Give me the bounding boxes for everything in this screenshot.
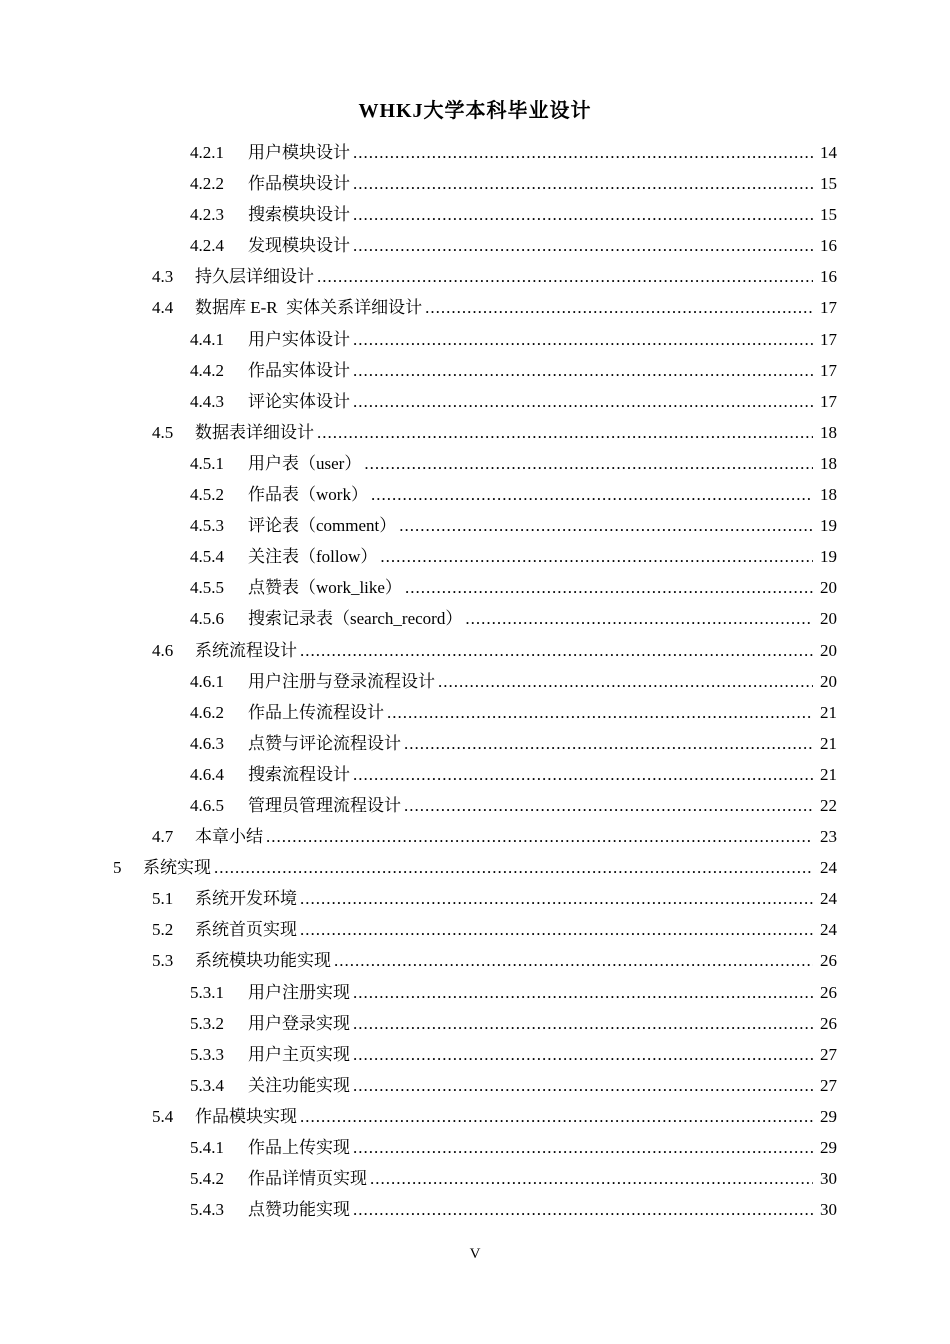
toc-entry-number: 5.3.3 [190, 1044, 224, 1064]
toc-entry-title: 关注功能实现 [248, 1075, 350, 1095]
toc-entry-number: 4.5.4 [190, 547, 224, 567]
toc-dot-leader [353, 977, 813, 1008]
toc-dot-leader [317, 417, 813, 448]
toc-entry-page: 16 [820, 267, 837, 287]
toc-entry-page: 27 [820, 1075, 837, 1095]
toc-dot-leader [465, 603, 813, 634]
toc-dot-leader [353, 1132, 813, 1163]
toc-dot-leader [404, 790, 813, 821]
toc-dot-leader [399, 510, 813, 541]
toc-entry-page: 20 [820, 578, 837, 598]
toc-entry[interactable] [0, 199, 950, 230]
toc-entry[interactable] [0, 977, 950, 1008]
toc-entry-title: 用户模块设计 [248, 143, 350, 162]
toc-entry-page: 30 [820, 1200, 837, 1220]
toc-entry-page: 20 [820, 609, 837, 629]
toc-dot-leader [387, 697, 813, 728]
toc-entry-title: 作品上传流程设计 [248, 702, 384, 722]
toc-entry-page: 15 [820, 205, 837, 225]
toc-entry-title: 发现模块设计 [248, 236, 350, 256]
toc-entry-page: 20 [820, 671, 837, 691]
toc-entry-title: 系统流程设计 [195, 640, 297, 660]
toc-entry-page: 17 [820, 360, 837, 380]
toc-entry[interactable] [0, 790, 950, 821]
toc-entry-number: 5.3.2 [190, 1013, 224, 1033]
toc-entry[interactable] [0, 355, 950, 386]
toc-entry-title: 用户注册与登录流程设计 [248, 671, 435, 691]
toc-dot-leader [353, 1039, 813, 1070]
toc-entry-page: 29 [820, 1138, 837, 1157]
toc-dot-leader [380, 541, 813, 572]
toc-entry[interactable] [0, 261, 950, 292]
toc-dot-leader [353, 230, 813, 261]
toc-entry-page: 26 [820, 1013, 837, 1033]
toc-entry-title: 评论实体设计 [248, 391, 350, 411]
toc-entry[interactable] [0, 759, 950, 790]
toc-entry[interactable] [0, 541, 950, 572]
toc-entry-page: 21 [820, 702, 837, 722]
toc-entry-page: 26 [820, 951, 837, 971]
toc-entry-page: 29 [820, 1106, 837, 1126]
toc-entry-number: 4.5.2 [190, 485, 224, 505]
toc-entry[interactable] [0, 168, 950, 199]
toc-entry-number: 4.5.6 [190, 609, 224, 629]
toc-entry-title: 本章小结 [195, 827, 263, 847]
toc-entry-title: 搜索流程设计 [248, 764, 350, 784]
toc-entry-title: 用户表（user） [248, 453, 362, 473]
toc-entry-title: 点赞表（work_like） [248, 578, 402, 598]
toc-dot-leader [334, 945, 813, 976]
toc-dot-leader [353, 355, 813, 386]
toc-entry[interactable] [0, 386, 950, 417]
toc-entry-number: 4.2.2 [190, 174, 224, 194]
toc-entry-title: 搜索模块设计 [248, 205, 350, 225]
toc-entry-number: 5.3.4 [190, 1075, 224, 1095]
toc-dot-leader [353, 1194, 813, 1225]
toc-entry[interactable] [0, 852, 950, 883]
toc-dot-leader [405, 572, 813, 603]
toc-entry-title: 数据库 E-R 实体关系详细设计 [195, 298, 423, 318]
toc-entry-title: 作品详情页实现 [248, 1169, 367, 1189]
toc-entry-page: 18 [820, 485, 837, 505]
toc-entry[interactable] [0, 1163, 950, 1194]
toc-entry[interactable] [0, 728, 950, 759]
toc-entry-page: 23 [820, 827, 837, 847]
toc-entry-number: 4.6.1 [190, 671, 224, 691]
toc-entry-title: 系统模块功能实现 [195, 951, 331, 971]
toc-entry-page: 17 [820, 298, 837, 318]
toc-dot-leader [353, 137, 813, 168]
toc-entry-page: 21 [820, 764, 837, 784]
toc-dot-leader [353, 168, 813, 199]
toc-entry-number: 5.2 [152, 920, 174, 940]
toc-entry-number: 4.5.5 [190, 578, 224, 598]
toc-entry-number: 4.4 [152, 298, 174, 318]
toc-entry-number: 4.4.1 [190, 329, 224, 349]
toc-entry-page: 22 [820, 795, 837, 815]
toc-entry[interactable] [0, 479, 950, 510]
toc-entry-number: 4.4.3 [190, 391, 224, 411]
toc-entry-title: 作品模块设计 [248, 174, 350, 194]
toc-entry-title: 关注表（follow） [248, 547, 378, 567]
toc-entry-title: 系统实现 [143, 858, 211, 878]
toc-entry-number: 4.7 [152, 827, 174, 847]
toc-dot-leader [425, 292, 813, 323]
toc-entry-page: 21 [820, 733, 837, 753]
toc-entry-title: 持久层详细设计 [195, 267, 314, 287]
toc-dot-leader [353, 199, 813, 230]
toc-entry[interactable] [0, 137, 950, 168]
toc-entry-page: 18 [820, 453, 837, 473]
toc-entry-number: 4.6 [152, 640, 174, 660]
table-of-contents [0, 137, 950, 1225]
toc-dot-leader [300, 883, 813, 914]
toc-entry-page: 18 [820, 422, 837, 442]
toc-entry-title: 管理员管理流程设计 [248, 795, 401, 815]
toc-entry[interactable] [0, 697, 950, 728]
toc-entry-page: 24 [820, 889, 837, 909]
page-number: V [469, 1246, 481, 1262]
toc-entry-title: 系统开发环境 [195, 889, 297, 909]
toc-dot-leader [404, 728, 813, 759]
toc-entry[interactable] [0, 666, 950, 697]
toc-entry-page: 16 [820, 236, 837, 256]
toc-entry-number: 4.3 [152, 267, 174, 287]
toc-entry-title: 作品实体设计 [248, 360, 350, 380]
toc-entry-number: 5.4.2 [190, 1169, 224, 1189]
toc-entry[interactable] [0, 635, 950, 666]
toc-dot-leader [370, 1163, 813, 1194]
toc-entry-number: 4.2.4 [190, 236, 224, 256]
toc-entry-title: 评论表（comment） [248, 516, 397, 536]
toc-entry[interactable] [0, 1194, 950, 1225]
toc-entry-page: 17 [820, 329, 837, 349]
toc-entry[interactable] [0, 292, 950, 323]
toc-dot-leader [353, 324, 813, 355]
toc-entry-title: 用户实体设计 [248, 329, 350, 349]
toc-entry-number: 5.3.1 [190, 982, 224, 1002]
toc-entry[interactable] [0, 1101, 950, 1132]
toc-entry-number: 5.4.1 [190, 1138, 224, 1157]
toc-dot-leader [300, 914, 813, 945]
toc-entry-title: 系统首页实现 [195, 920, 297, 940]
toc-entry-number: 4.5.3 [190, 516, 224, 536]
toc-entry-number: 4.6.3 [190, 733, 224, 753]
toc-entry-page: 20 [820, 640, 837, 660]
toc-entry[interactable] [0, 821, 950, 852]
toc-entry[interactable] [0, 572, 950, 603]
toc-entry[interactable] [0, 1008, 950, 1039]
toc-dot-leader [353, 1008, 813, 1039]
toc-entry-page: 24 [820, 920, 837, 940]
toc-dot-leader [438, 666, 813, 697]
toc-entry-title: 搜索记录表（search_record） [248, 609, 463, 629]
toc-entry[interactable] [0, 230, 950, 261]
page-header-title: WHKJ大学本科毕业设计 [358, 100, 592, 122]
toc-entry-number: 4.5.1 [190, 453, 224, 473]
toc-entry[interactable] [0, 324, 950, 355]
toc-entry-page: 27 [820, 1044, 837, 1064]
toc-entry-page: 15 [820, 174, 837, 194]
toc-entry-title: 数据表详细设计 [195, 422, 314, 442]
toc-entry-title: 用户主页实现 [248, 1044, 350, 1064]
toc-entry-title: 点赞功能实现 [248, 1200, 350, 1220]
toc-dot-leader [300, 635, 813, 666]
toc-dot-leader [353, 759, 813, 790]
toc-entry-page: 19 [820, 516, 837, 536]
toc-entry-page: 26 [820, 982, 837, 1002]
toc-entry-number: 5.4.3 [190, 1200, 224, 1220]
toc-entry-number: 4.5 [152, 422, 174, 442]
toc-dot-leader [214, 852, 813, 883]
toc-entry-number: 4.2.3 [190, 205, 224, 225]
toc-dot-leader [266, 821, 813, 852]
toc-entry-title: 作品上传实现 [248, 1138, 350, 1157]
toc-entry-page: 14 [820, 143, 837, 162]
toc-dot-leader [353, 386, 813, 417]
toc-entry-number: 4.6.2 [190, 702, 224, 722]
toc-entry[interactable] [0, 1039, 950, 1070]
toc-dot-leader [300, 1101, 813, 1132]
toc-entry-number: 5.4 [152, 1106, 174, 1126]
toc-entry[interactable] [0, 945, 950, 976]
toc-entry-number: 5.1 [152, 889, 174, 909]
toc-entry[interactable] [0, 1132, 950, 1163]
toc-dot-leader [317, 261, 813, 292]
toc-entry-title: 作品模块实现 [195, 1106, 297, 1126]
toc-entry-page: 24 [820, 858, 837, 878]
toc-entry-number: 5.3 [152, 951, 174, 971]
toc-dot-leader [371, 479, 813, 510]
toc-entry-title: 用户登录实现 [248, 1013, 350, 1033]
toc-entry-title: 用户注册实现 [248, 982, 350, 1002]
toc-entry[interactable] [0, 448, 950, 479]
toc-entry-number: 5 [113, 858, 122, 878]
toc-entry[interactable] [0, 914, 950, 945]
toc-entry[interactable] [0, 417, 950, 448]
toc-entry-page: 19 [820, 547, 837, 567]
toc-entry[interactable] [0, 1070, 950, 1101]
toc-entry[interactable] [0, 510, 950, 541]
toc-dot-leader [353, 1070, 813, 1101]
toc-entry-number: 4.6.4 [190, 764, 224, 784]
toc-entry[interactable] [0, 883, 950, 914]
toc-entry-page: 30 [820, 1169, 837, 1189]
toc-entry-title: 点赞与评论流程设计 [248, 733, 401, 753]
toc-entry[interactable] [0, 603, 950, 634]
toc-entry-title: 作品表（work） [248, 485, 368, 505]
toc-entry-number: 4.4.2 [190, 360, 224, 380]
toc-entry-number: 4.2.1 [190, 143, 224, 162]
toc-dot-leader [364, 448, 813, 479]
toc-entry-number: 4.6.5 [190, 795, 224, 815]
toc-entry-page: 17 [820, 391, 837, 411]
